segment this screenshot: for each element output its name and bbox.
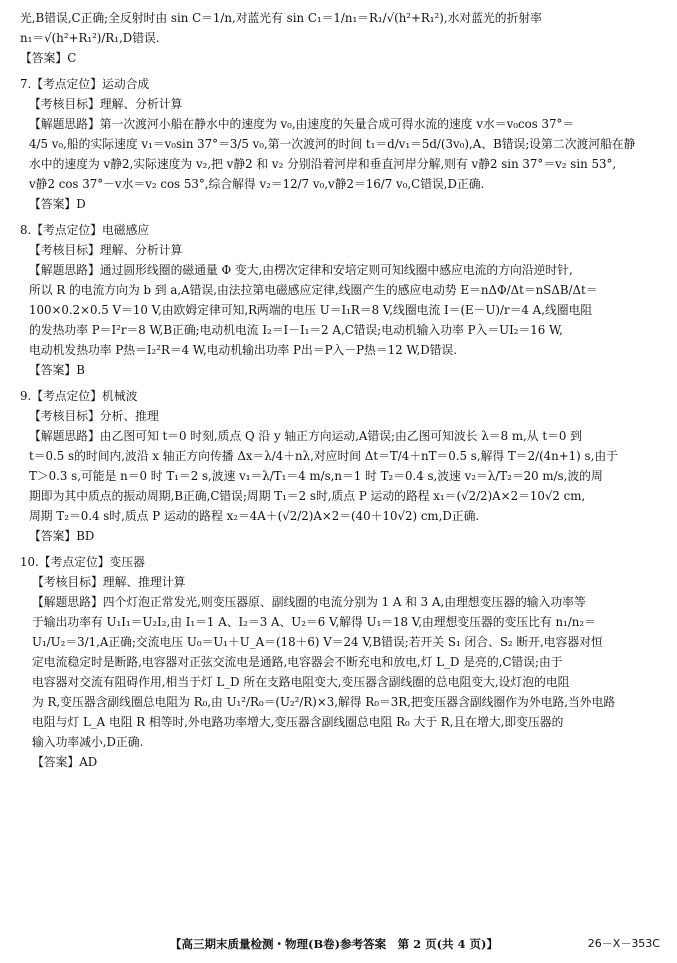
text-line: 为 R,变压器含副线圈总电阻为 R₀,由 U₁²/R₀＝(U₂²/R)×3,解得 R₀＝3R,把变压器含副线圈作为外电路,当外电路 <box>32 695 616 709</box>
answer-line: 【答案】D <box>29 197 86 211</box>
question-6-tail <box>20 8 657 68</box>
text-line: 电阻与灯 L_A 电阻 R 相等时,外电路功率增大,变压器含副线圈总电阻 R₀ 大于 R,且在增大,即变压器的 <box>32 715 564 729</box>
text-line: 输入功率减小,D正确. <box>32 735 144 749</box>
objective-line: 【考核目标】理解、分析计算 <box>29 243 183 257</box>
text-line: 【解题思路】第一次渡河小船在静水中的速度为 v₀,由速度的矢量合成可得水流的速度 v水＝v₀cos 37°＝ <box>29 117 575 131</box>
text-line: 光,B错误,C正确;全反射时由 sin C＝1/n,对蓝光有 sin C₁＝1/n₁＝R₁/√(h²+R₁²),水对蓝光的折射率 <box>20 11 542 25</box>
text-line: 期即为其中质点的振动周期,B正确,C错误;周期 T₁＝2 s时,质点 P 运动的路程 x₁＝(√2/2)A×2＝10√2 cm, <box>29 489 586 503</box>
text-line: 【解题思路】四个灯泡正常发光,则变压器原、副线圈的电流分别为 1 A 和 3 A,由理想变压器的输入功率等 <box>32 595 586 609</box>
text-line: 电动机发热功率 P热＝I₂²R＝4 W,电动机输出功率 P出＝P入－P热＝12 W,D错误. <box>29 343 458 357</box>
objective-line: 【考核目标】理解、分析计算 <box>29 97 183 111</box>
question-9 <box>20 386 657 546</box>
text-line: v静2 cos 37°－v水＝v₂ cos 53°,综合解得 v₂＝12/7 v₀,v静2＝16/7 v₀,C错误,D正确. <box>29 177 485 191</box>
objective-line: 【考核目标】分析、推理 <box>29 409 159 423</box>
text-line: U₁/U₂＝3/1,A正确;交流电压 U₀＝U₁＋U_A＝(18＋6) V＝24 V,B错误;若开关 S₁ 闭合、S₂ 断开,电容器对恒 <box>32 635 603 649</box>
text-line: 的发热功率 P＝I²r＝8 W,B正确;电动机电流 I₂＝I－I₁＝2 A,C错误;电动机输入功率 P入＝UI₂＝16 W, <box>29 323 563 337</box>
answer-line: 【答案】BD <box>29 529 95 543</box>
text-line: 定电流稳定时是断路,电容器对正弦交流电是通路,电容器会不断充电和放电,灯 L_D 是亮的,C错误;由于 <box>32 655 563 669</box>
text-line: 周期 T₂＝0.4 s时,质点 P 运动的路程 x₂＝4A＋(√2/2)A×2＝(40＋10√2) cm,D正确. <box>29 509 480 523</box>
text-line: 所以 R 的电流方向为 b 到 a,A错误,由法拉第电磁感应定律,线圈产生的感应电动势 E＝nΔΦ/Δt＝nSΔB/Δt＝ <box>29 283 598 297</box>
footer-code: 26－X－353C <box>587 937 660 950</box>
text-line: n₁＝√(h²+R₁²)/R₁,D错误. <box>20 31 160 45</box>
text-line: 4/5 v₀,船的实际速度 v₁＝v₀sin 37°＝3/5 v₀,第一次渡河的时间 t₁＝d/v₁＝5d/(3v₀),A、B错误;设第二次渡河船在静 <box>29 137 636 151</box>
answer-line: 【答案】B <box>29 363 85 377</box>
text-line: 【解题思路】通过圆形线圈的磁通量 Φ 变大,由楞次定律和安培定则可知线圈中感应电流的方向沿逆时针, <box>29 263 573 277</box>
question-8 <box>20 220 657 380</box>
answer-content <box>20 8 657 772</box>
text-line: 电容器对交流有阻碍作用,相当于灯 L_D 所在支路电阻变大,变压器含副线圈的总电阻变大,设灯泡的电阻 <box>32 675 570 689</box>
answer-line: 【答案】C <box>20 51 77 65</box>
question-heading: 7.【考点定位】运动合成 <box>20 77 150 91</box>
question-heading: 10.【考点定位】变压器 <box>20 555 145 569</box>
text-line: 水中的速度为 v静2,实际速度为 v₂,把 v静2 和 v₂ 分别沿着河岸和垂直河岸分解,则有 v静2 sin 37°＝v₂ sin 53°, <box>29 157 617 171</box>
question-7 <box>20 74 657 214</box>
question-heading: 9.【考点定位】机械波 <box>20 389 138 403</box>
question-10 <box>20 552 657 772</box>
text-line: 【解题思路】由乙图可知 t＝0 时刻,质点 Q 沿 y 轴正方向运动,A错误;由乙图可知波长 λ＝8 m,从 t＝0 到 <box>29 429 582 443</box>
text-line: 于输出功率有 U₁I₁＝U₂I₂,由 I₁＝1 A、I₂＝3 A、U₂＝6 V,解得 U₁＝18 V,由理想变压器的变压比有 n₁/n₂＝ <box>32 615 596 629</box>
footer-title: 【高三期末质量检测・物理(B卷)参考答案 第 2 页(共 4 页)】 <box>170 937 498 951</box>
answer-line: 【答案】AD <box>32 755 98 769</box>
question-heading: 8.【考点定位】电磁感应 <box>20 223 150 237</box>
page-footer <box>170 936 660 952</box>
objective-line: 【考核目标】理解、推理计算 <box>32 575 186 589</box>
text-line: t＝0.5 s的时间内,波沿 x 轴正方向传播 Δx＝λ/4＋nλ,对应时间 Δt＝T/4＋nT＝0.5 s,解得 T＝2/(4n+1) s,由于 <box>29 449 618 463</box>
text-line: T＞0.3 s,可能是 n＝0 时 T₁＝2 s,波速 v₁＝λ/T₁＝4 m/s,n＝1 时 T₂＝0.4 s,波速 v₂＝λ/T₂＝20 m/s,波的周 <box>29 469 603 483</box>
text-line: 100×0.2×0.5 V＝10 V,由欧姆定律可知,R两端的电压 U＝I₁R＝8 V,线圈电流 I＝(E－U)/r＝4 A,线圈电阻 <box>29 303 593 317</box>
